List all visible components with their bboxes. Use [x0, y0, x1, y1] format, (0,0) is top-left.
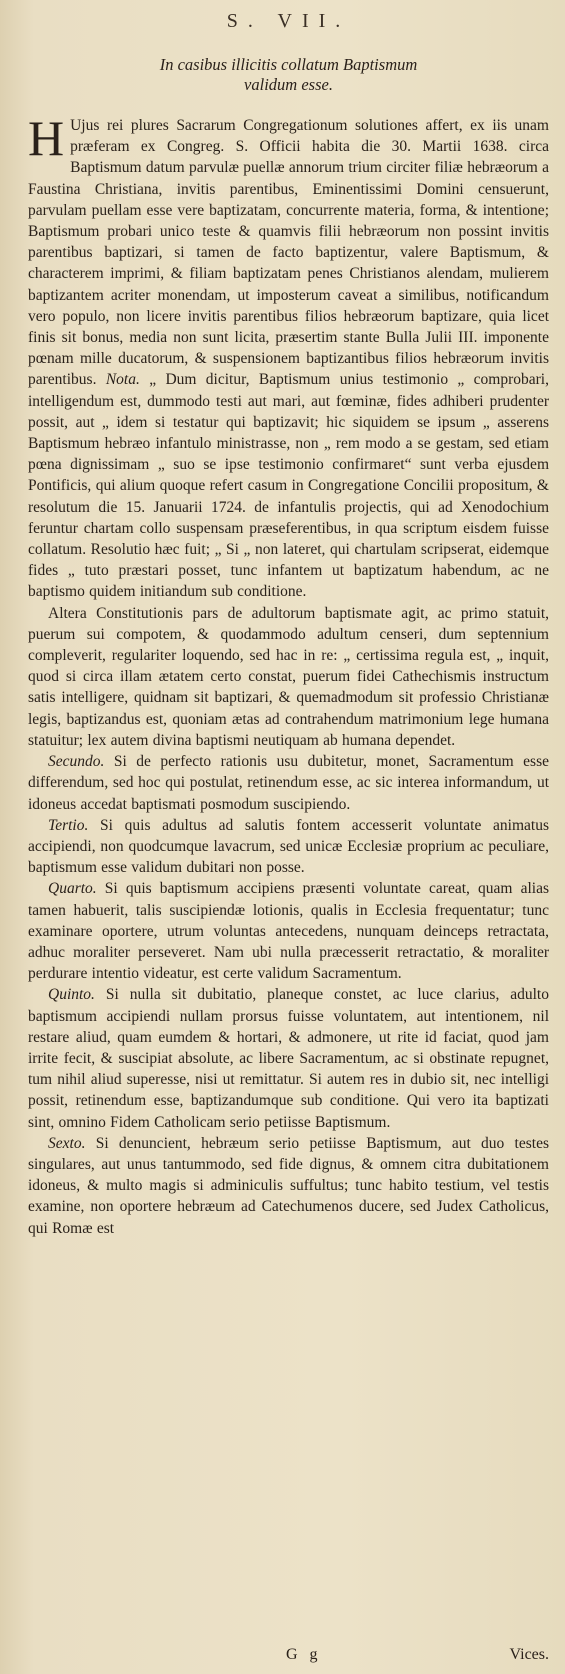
section-heading: S. VII. [226, 10, 351, 32]
secundo-label: Secundo. [48, 753, 105, 771]
paragraph-adult-baptism: Altera Constitutionis pars de adultorum baptismate agit, ac primo statuit, puerum sui compotem, & quodammodo adultum censeri, dum septennium compleverit, regulariter loquendo, sed hac in re: „ certissima regula est, „ inquit, quod si circa illam ætatem certo constat, puerum fidei Cathechismis instructum satis intelligere, quidnam sit baptizari, & quemadmodum sit professio Christianæ legis, baptizandus est, quoniam ætas ad contrahendum matrimonium lege humana statuitur; lex autem divina baptismi neutiquam ab humana dependet. [28, 604, 549, 749]
body-text [28, 110, 550, 1239]
signature-mark: G g [286, 1646, 322, 1663]
tertio-text: Si quis adultus ad salutis fontem accesserit voluntate animatus accipiendi, non quodcumque lavacrum, sed unicæ Ecclesiæ proprium ac peculiare, baptismum esse validum dubitari non posse. [28, 816, 550, 877]
paragraph-secundo [28, 751, 549, 815]
nota-label: Nota. [105, 371, 140, 389]
nota-text: „ Dum dicitur, Baptismum unius testimonio „ comprobari, intelligendum est, dummodo testi aut mari, aut fœminæ, fides adhiberi prudenter possit, aut „ idem si testatur qui baptizavit; hic siquidem se ipsum „ asserens Baptismum hebræo infantulo ministrasse, non „ rem modo a se gestam, sed etiam pœna dignissimam „ suo se ipse testimonio confirmaret“ sunt verba ejusdem Pontificis, qui alium quoque refert casum in Congregatione Concilii propositum, & resolutum die 15. Januarii 1724. de infantulis projectis, qui ad Xenodochium feruntur chartam collo suspensam præseferentibus, in qua scriptum eisdem fuisse collatum. Resolutio hæc fuit; „ Si „ non lateret, qui chartulam scripserat, eidemque fides „ tuto præstari posset, tunc infantem ut baptizatum habendum, ac ne baptismo quidem initiandum sub conditione. [28, 371, 549, 601]
catchword: Vices. [509, 1646, 549, 1663]
subtitle-line-2: validum esse. [244, 75, 333, 94]
paragraph-tertio [28, 815, 549, 879]
paragraph-opening [28, 110, 549, 603]
paragraph-quinto [28, 984, 549, 1132]
paragraph-sexto [28, 1133, 549, 1239]
sexto-text: Si denuncient, hebræum serio petiisse Baptismum, aut duo testes singulares, aut unus tantummodo, sed fide dignus, & omnem citra dubitationem idoneus, & multo magis si adminiculis suffultus; tunc habito testium, vel testis examine, non oportere hebræum ad Catechumenos ducere, sed Judex Catholicus, qui Romæ est [28, 1134, 549, 1237]
secundo-text: Si de perfecto rationis usu dubitetur, monet, Sacramentum esse differendum, sed hoc qui postulat, retinendum esse, ac sic interea informandum, ut idoneus accedat baptismati posmodum suscipiendo. [28, 753, 549, 813]
drop-cap: H [28, 110, 65, 166]
quarto-label: Quarto. [48, 880, 97, 898]
subtitle-line-1: In casibus illicitis collatum Baptismum [159, 55, 418, 74]
quinto-text: Si nulla sit dubitatio, planeque constet, ac luce clarius, adulto baptismum accipiendi nullam prorsus fuisse voluntatem, aut intentionem, nil restare aliud, quam eumdem & hortari, & admonere, ut rite id faciat, quod jam irrite fecit, & suscipiat absolute, ac libere Sacramentum, ac si obstinate repugnet, tum nihil aliud superesse, nisi ut remittatur. Si autem res in dubio sit, nec intelligi possit, retinendum esse, baptizandumque sub conditione. Qui vero ita baptizati sint, omnino Fidem Catholicam serio petiisse Baptismum. [28, 986, 549, 1131]
sexto-label: Sexto. [48, 1134, 86, 1152]
quarto-text: Si quis baptismum accipiens præsenti voluntate careat, quam alias tamen habuerit, talis suscipiendæ lotionis, qualis in Ecclesia frequentatur; tunc examinare oportere, utrum voluntas antecedens, nunquam deinceps retractata, adhuc moraliter perseveret. Nam ubi nulla præcesserit retractatio, & moraliter perdurare intentio videatur, est certe validum Sacramentum. [28, 880, 549, 983]
section-subtitle [28, 55, 549, 95]
quinto-label: Quinto. [48, 986, 95, 1004]
paragraph-quarto [28, 878, 549, 984]
paragraph-opening-text: Ujus rei plures Sacrarum Congregationum solutiones affert, ex iis unam præferam ex Congreg. S. Officii habita die 30. Martii 1638. circa Baptismum datum parvulæ puellæ annorum trium circiter filiæ hebræorum a Faustina Christiana, invitis parentibus, Eminentissimi Domini censuerunt, parvulam puellam esse vere baptizatam, concurrente materia, forma, & intentione; Baptismum probari unico teste & quamvis filii hebræorum non possint invitis parentibus baptizari, si tamen de facto baptizentur, valere Baptismum, & characterem imprimi, & filiam baptizatam penes Christianos alendam, mulierem baptizantem acriter monendam, ut imposterum caveat a similibus, notificandum vero populo, non licere invitis parentibus filios hebræorum baptizare, quia licet finis sit bonus, media non sunt licita, præsertim stante Bulla Julii III. imponente pœnam mille ducatorum, & suspensionem baptizantibus filios hebræorum invitis parentibus. [28, 117, 549, 389]
tertio-label: Tertio. [48, 816, 89, 834]
